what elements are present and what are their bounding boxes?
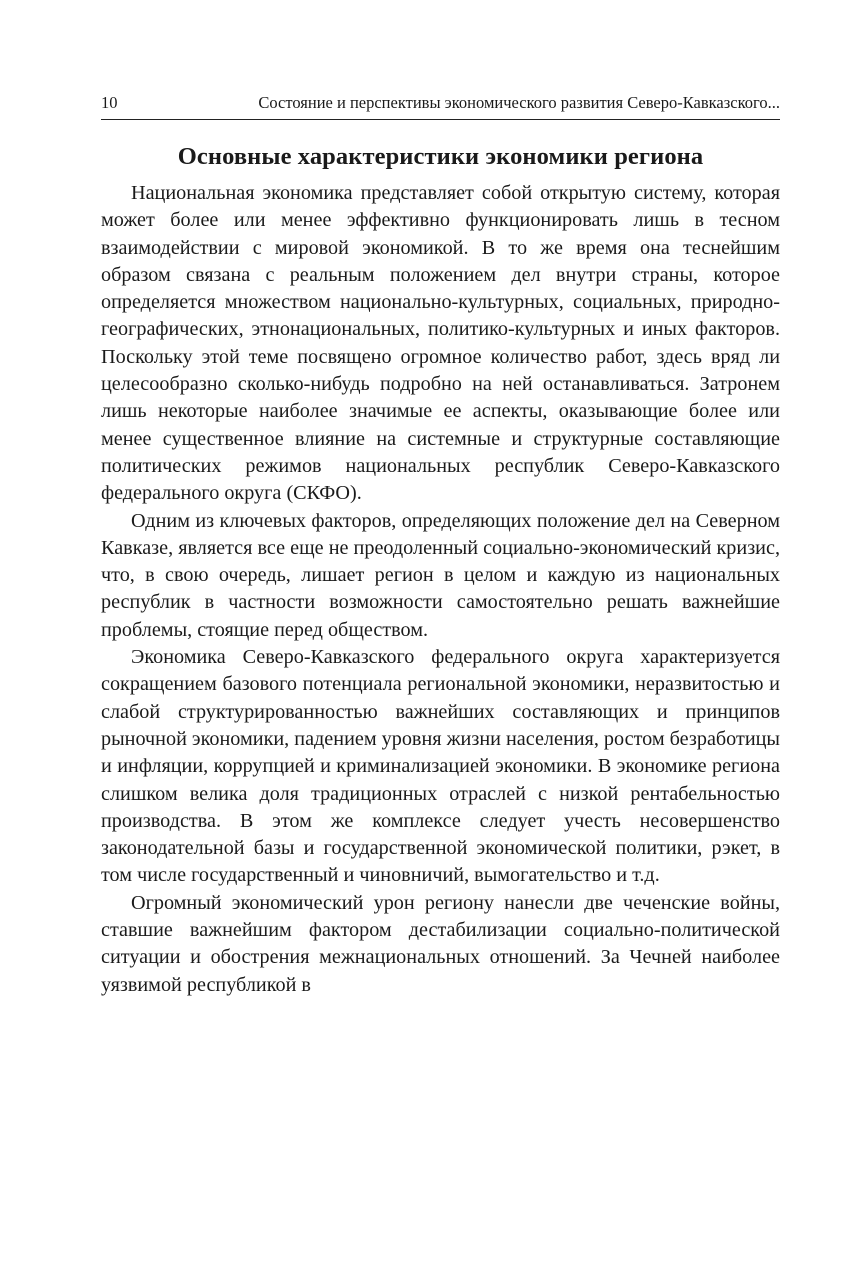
running-title: Состояние и перспективы экономического развития Северо-Кавказского... (258, 93, 780, 112)
paragraph: Одним из ключевых факторов, определяющих положение дел на Северном Кавказе, является все еще не преодоленный социально-экономический кризис, что, в свою очередь, лишает регион в целом и каждую из национальных республик в частности возможности самостоятельно решать важнейшие проблемы, стоящие перед обществом. (101, 509, 780, 641)
book-page (101, 92, 780, 999)
paragraph: Огромный экономический урон региону нанесли две чеченские войны, ставшие важнейшим фактором дестабилизации социально-политической ситуации и обострения межнациональных отношений. За Чечней наиболее уязвимой республикой в (101, 891, 780, 996)
page-number: 10 (101, 93, 118, 112)
section-title: Основные характеристики экономики региона (177, 143, 704, 170)
body-text (101, 180, 780, 999)
paragraph: Экономика Северо-Кавказского федерального округа характеризуется сокращением базового потенциала региональной экономики, неразвитостью и слабой структурированностью важнейших составляющих и принципов рыночной экономики, падением уровня жизни населения, ростом безработицы и инфляции, коррупцией и криминализацией экономики. В экономике региона слишком велика доля традиционных отраслей с низкой рентабельностью производства. В этом же комплексе следует учесть несовершенство законодательной базы и государственной экономической политики, рэкет, в том числе государственный и чиновничий, вымогательство и т.д. (101, 646, 781, 887)
paragraph: Национальная экономика представляет собой открытую систему, которая может более или менее эффективно функционировать лишь в тесном взаимодействии с мировой экономикой. В то же время она теснейшим образом связана с реальным положением дел внутри страны, которое определяется множеством национально-культурных, социальных, природно-географических, этнонациональных, политико-культурных и иных факторов. Поскольку этой теме посвящено огромное количество работ, здесь вряд ли целесообразно сколько-нибудь подробно на ней останавливаться. Затронем лишь некоторые наиболее значимые ее аспекты, оказывающие более или менее существенное влияние на системные и структурные составляющие политических режимов национальных республик Северо-Кавказского федерального округа (СКФО). (101, 182, 780, 505)
running-header (101, 92, 780, 120)
